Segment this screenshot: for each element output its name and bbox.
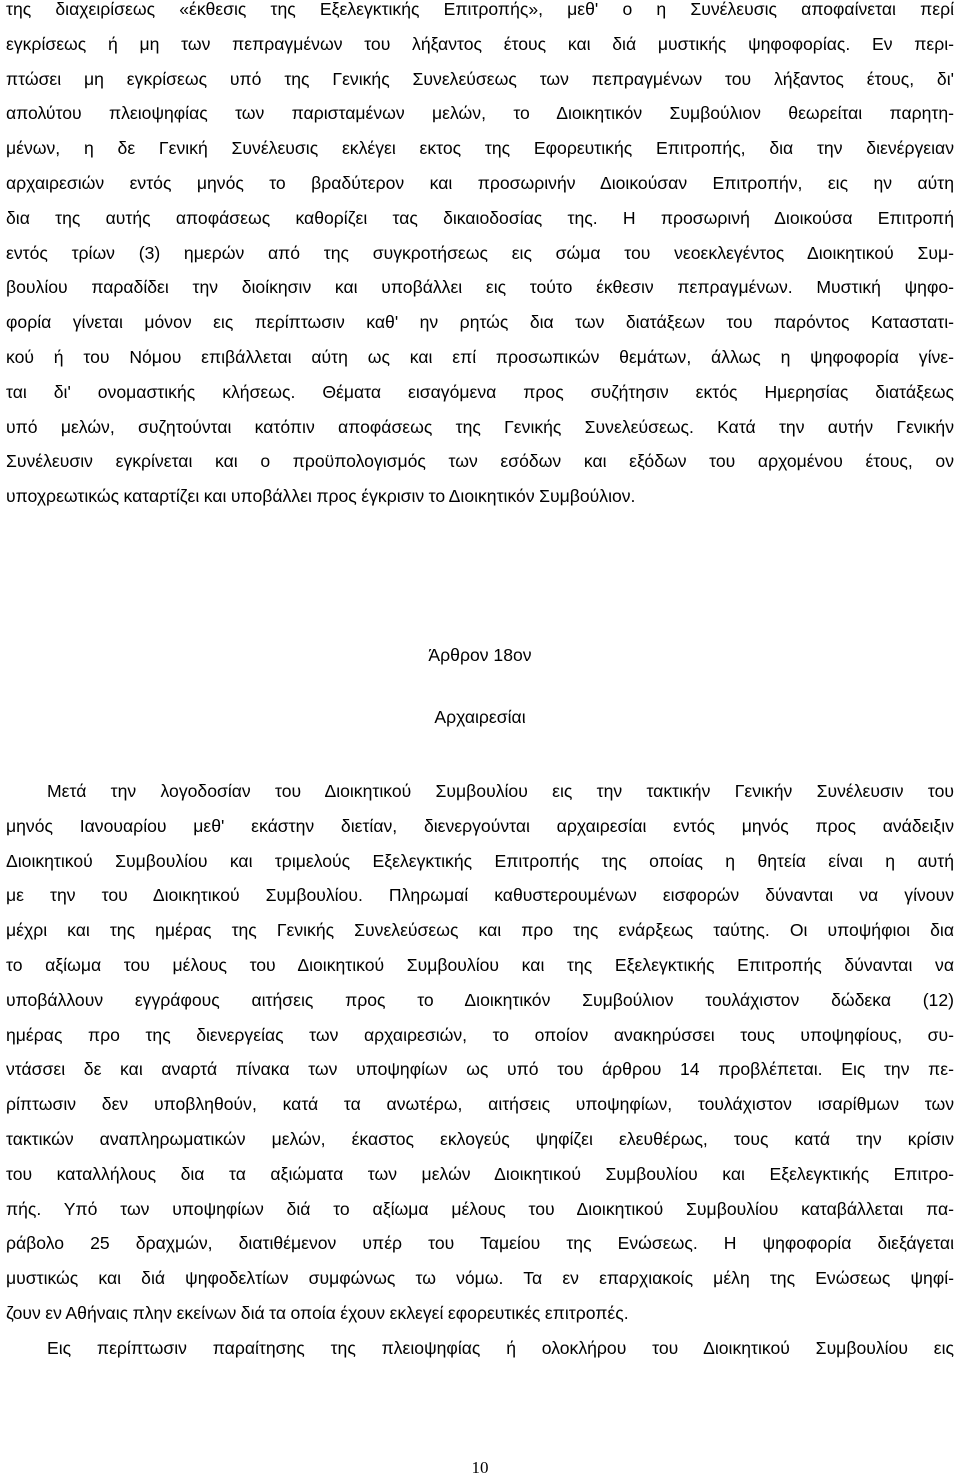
text-line: ράβολο 25 δραχμών, διατιθέμενον υπέρ του Ταμείου της Ενώσεως. Η ψηφοφορία διεξάγεται	[6, 1233, 954, 1254]
text-line: μηνός Ιανουαρίου μεθ' εκάστην διετίαν, διενεργούνται αρχαιρεσίαι εντός μηνός προς ανάδειξιν	[6, 815, 954, 836]
text-line: του καταλλήλους δια τα αξιώματα των μελών Διοικητικού Συμβουλίου και Εξελεγκτικής Επιτρο-	[6, 1163, 954, 1184]
text-line: φορία γίνεται μόνον εις περίπτωσιν καθ' ην ρητώς δια των διατάξεων του παρόντος Καταστατι-	[6, 312, 954, 333]
text-line: Μετά την λογοδοσίαν του Διοικητικού Συμβουλίου εις την τακτικήν Γενικήν Συνέλευσιν του	[47, 781, 954, 801]
text-line: υποχρεωτικώς καταρτίζει και υποβάλλει προς έγκρισιν το Διοικητικόν Συμβούλιον.	[6, 486, 636, 507]
text-line: βουλίου παραδίδει την διοίκησιν και υποβάλλει εις τούτο έκθεσιν πεπραγμένων. Μυστική ψηφο-	[6, 277, 954, 298]
text-line: ται δι' ονομαστικής κλήσεως. Θέματα εισαγόμενα προς συζήτησιν εκτός Ημερησίας διατάξεως	[6, 381, 954, 402]
text-line: δια της αυτής αποφάσεως καθορίζει τας δικαιοδοσίας της. Η προσωρινή Διοικούσα Επιτροπή	[6, 207, 954, 228]
text-line: τακτικών αναπληρωματικών μελών, έκαστος εκλογεύς ψηφίζει ελευθέρως, τους κατά την κρίσιν	[6, 1128, 954, 1149]
text-line: απολύτου πλειοψηφίας των παρισταμένων μελών, το Διοικητικόν Συμβούλιον θεωρείται παρητη-	[6, 103, 954, 124]
text-line: με την του Διοικητικού Συμβουλίου. Πληρωμαί καθυστερουμένων εισφορών δύνανται να γίνουν	[6, 885, 954, 906]
text-line: της διαχειρίσεως «έκθεσις της Εξελεγκτικής Επιτροπής», μεθ' ο η Συνέλευσις αποφαίνεται περί	[6, 0, 954, 19]
text-line: Εις περίπτωσιν παραίτησης της πλειοψηφίας ή ολοκλήρου του Διοικητικού Συμβουλίου εις	[47, 1337, 954, 1358]
text-line: εγκρίσεως ή μη των πεπραγμένων του λήξαντος έτους και διά μυστικής ψηφοφορίας. Εν περι-	[6, 33, 954, 54]
text-line: μυστικώς και διά ψηφοδελτίων συμφώνως τω νόμω. Τα εν επαρχιακοίς μέλη της Ενώσεως ψηφί-	[6, 1268, 954, 1289]
text-line: αρχαιρεσιών εντός μηνός το βραδύτερον και προσωρινήν Διοικούσαν Επιτροπήν, εις ην αύτη	[6, 172, 954, 193]
article-title-heading: Αρχαιρεσίαι	[434, 707, 526, 727]
text-line: υποβάλλουν εγγράφους αιτήσεις προς το Διοικητικόν Συμβούλιον τουλάχιστον δώδεκα (12)	[6, 989, 954, 1010]
paragraph-continuation	[6, 0, 954, 514]
article-paragraph	[6, 774, 954, 1366]
text-line: μένων, η δε Γενική Συνέλευσις εκλέγει εκτος της Εφορευτικής Επιτροπής, δια την διενέργειαν	[6, 138, 954, 159]
article-number-heading: Άρθρον 18ον	[428, 645, 532, 665]
text-line: Διοικητικού Συμβουλίου και τριμελούς Εξελεγκτικής Επιτροπής της οποίας η θητεία είναι η αυτή	[6, 850, 954, 871]
text-line: το αξίωμα του μέλους του Διοικητικού Συμβουλίου και της Εξελεγκτικής Επιτροπής δύνανται να	[6, 954, 954, 975]
text-line: πτώσει μη εγκρίσεως υπό της Γενικής Συνελεύσεως των πεπραγμένων του λήξαντος έτους, δι'	[6, 68, 954, 89]
text-line: κού ή του Νόμου επιβάλλεται αύτη ως και επί προσωπικών θεμάτων, άλλως η ψηφοφορία γίνε-	[6, 346, 954, 367]
text-line: ημέρας προ της διενεργείας των αρχαιρεσιών, το οποίον ανακηρύσσει τους υποψηφίους, συ-	[6, 1024, 954, 1045]
text-line: εντός τρίων (3) ημερών από της συγκροτήσεως εις σώμα του νεοεκλεγέντος Διοικητικού Συμ-	[6, 242, 954, 263]
text-line: πής. Υπό των υποψηφίων διά το αξίωμα μέλους του Διοικητικού Συμβουλίου καταβάλλεται πα-	[6, 1198, 954, 1219]
text-line: Συνέλευσιν εγκρίνεται και ο προϋπολογισμός των εσόδων και εξόδων του αρχομένου έτους, ον	[6, 451, 954, 472]
page-number: 10	[471, 1458, 489, 1477]
text-line: ρίπτωσιν δεν υποβληθούν, κατά τα ανωτέρω, αιτήσεις υποψηφίων, τουλάχιστον ισαρίθμων των	[6, 1094, 954, 1115]
text-line: μέχρι και της ημέρας της Γενικής Συνελεύσεως και προ της ενάρξεως ταύτης. Οι υποψήφιοι δια	[6, 920, 954, 941]
text-line: υπό μελών, συζητούνται κατόπιν αποφάσεως της Γενικής Συνελεύσεως. Κατά την αυτήν Γενικήν	[6, 416, 954, 437]
text-line: ντάσσει δε και αναρτά πίνακα των υποψηφίων ως υπό του άρθρου 14 προβλέπεται. Εις την πε-	[6, 1059, 954, 1080]
text-line: ζουν εν Αθήναις πλην εκείνων διά τα οποία έχουν εκλεγεί εφορευτικές επιτροπές.	[6, 1302, 629, 1323]
